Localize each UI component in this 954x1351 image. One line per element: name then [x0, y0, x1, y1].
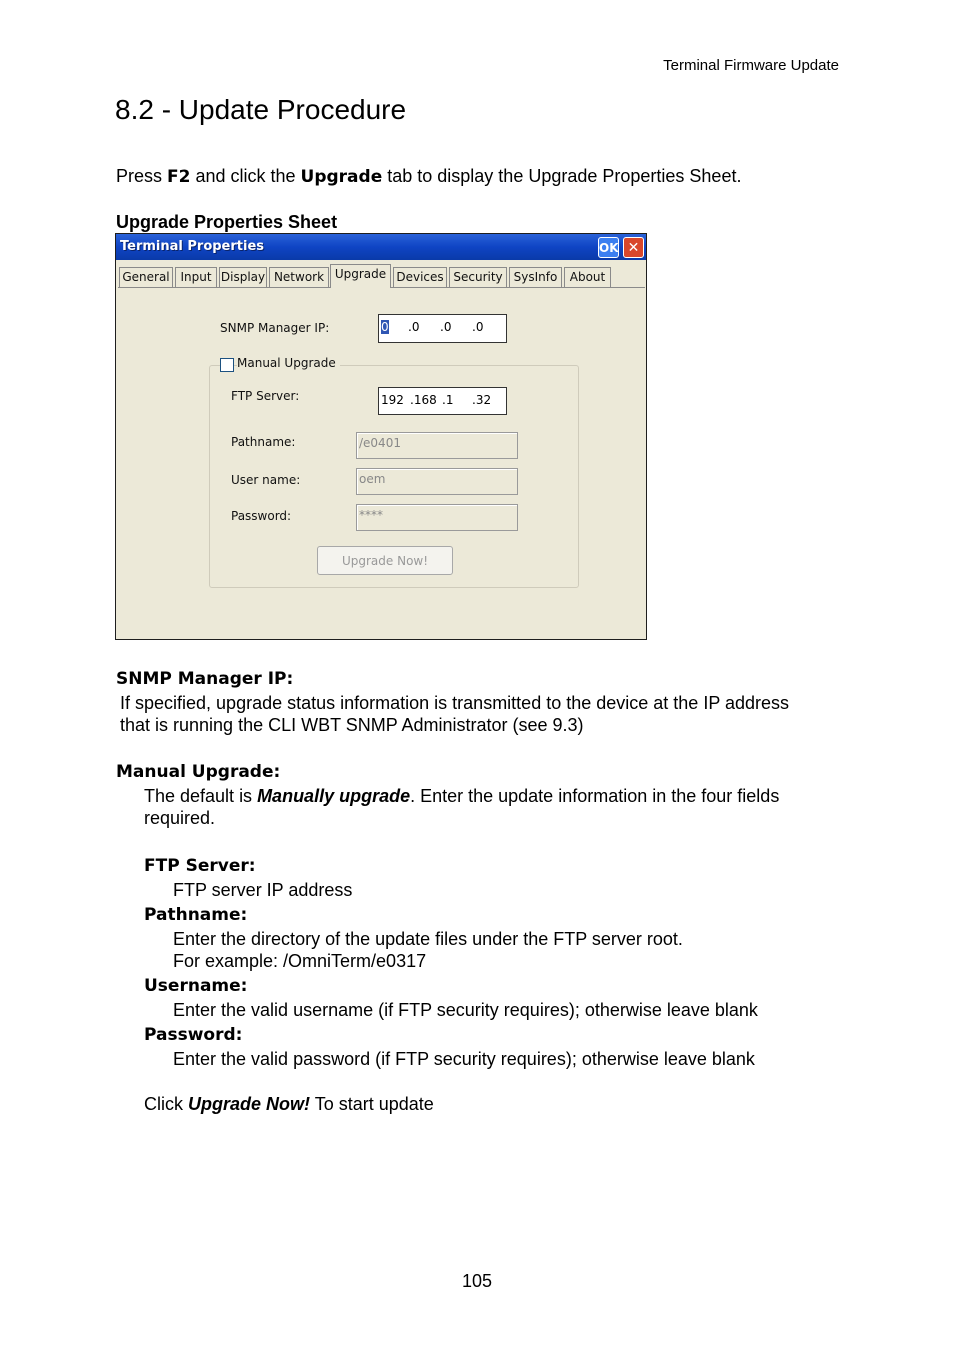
closing-a: Click — [144, 1094, 188, 1114]
tab-security[interactable]: Security — [449, 267, 507, 287]
manual-heading: Manual Upgrade: — [116, 762, 281, 782]
snmp-line-2: that is running the CLI WBT SNMP Administrator (see 9.3) — [120, 715, 584, 735]
closing-c: To start update — [310, 1094, 434, 1114]
dialog-titlebar — [116, 234, 646, 260]
password-desc: Enter the valid password (if FTP security requires); otherwise leave blank — [173, 1049, 755, 1069]
intro-tab: Upgrade — [300, 167, 383, 187]
snmp-ip-input[interactable] — [378, 314, 507, 343]
ok-button[interactable]: OK — [598, 237, 619, 258]
snmp-ip-octet-4: .0 — [472, 320, 484, 334]
closing-b: Upgrade Now! — [188, 1094, 311, 1114]
terminal-properties-dialog — [115, 233, 647, 640]
intro-mid: and click the — [190, 166, 301, 186]
pathname-desc-2: For example: /OmniTerm/e0317 — [173, 951, 427, 971]
running-header: Terminal Firmware Update — [663, 57, 839, 74]
page-number: 105 — [461, 1271, 493, 1291]
ftp-ip-octet-2: .168 — [410, 393, 437, 407]
snmp-ip-octet-2: .0 — [408, 320, 420, 334]
tab-strip — [118, 266, 646, 288]
tab-general[interactable]: General — [119, 267, 173, 287]
tab-about[interactable]: About — [564, 267, 611, 287]
intro-paragraph — [116, 166, 741, 187]
manual-line-1c: . Enter the update information in the four fields — [410, 786, 780, 806]
tab-display[interactable]: Display — [219, 267, 267, 287]
tab-sysinfo[interactable]: SysInfo — [509, 267, 562, 287]
ftp-ip-octet-4: .32 — [472, 393, 492, 407]
tab-upgrade[interactable]: Upgrade — [330, 264, 391, 288]
closing-line — [144, 1093, 434, 1115]
manual-line-2: required. — [144, 808, 216, 828]
ftp-server-input[interactable] — [378, 387, 507, 415]
manual-line-1 — [144, 785, 839, 807]
intro-end: tab to display the Upgrade Properties Sheet. — [382, 166, 742, 186]
manual-line-1b: Manually upgrade — [257, 786, 411, 806]
manual-line-1a: The default is — [144, 786, 258, 806]
manual-upgrade-label: Manual Upgrade — [237, 356, 340, 370]
pathname-heading: Pathname: — [144, 905, 248, 925]
intro-key: F2 — [167, 167, 191, 187]
password-input[interactable]: **** — [356, 504, 518, 531]
ftp-heading: FTP Server: — [144, 856, 256, 876]
ftp-desc: FTP server IP address — [173, 880, 353, 900]
pathname-label: Pathname: — [231, 435, 296, 449]
snmp-ip-octet-1: 0 — [381, 320, 389, 334]
tab-devices[interactable]: Devices — [393, 267, 447, 287]
pathname-input[interactable]: /e0401 — [356, 432, 518, 459]
close-button[interactable]: ✕ — [623, 237, 644, 258]
password-label: Password: — [231, 509, 292, 523]
snmp-heading: SNMP Manager IP: — [116, 669, 294, 689]
upgrade-now-button[interactable]: Upgrade Now! — [317, 546, 453, 575]
ftp-ip-octet-1: 192 — [381, 393, 404, 407]
dialog-title: Terminal Properties — [120, 239, 265, 254]
tab-network[interactable]: Network — [269, 267, 329, 287]
snmp-line-1: If specified, upgrade status information is transmitted to the device at the IP address — [120, 693, 790, 713]
pathname-desc-1: Enter the directory of the update files under the FTP server root. — [173, 929, 683, 949]
snmp-ip-label: SNMP Manager IP: — [220, 321, 330, 335]
ftp-ip-octet-3: .1 — [442, 393, 454, 407]
password-heading: Password: — [144, 1025, 243, 1045]
section-title: 8.2 - Update Procedure — [115, 94, 407, 125]
ftp-server-label: FTP Server: — [231, 389, 300, 403]
username-label: User name: — [231, 473, 301, 487]
intro-press: Press — [116, 166, 168, 186]
manual-upgrade-checkbox[interactable] — [220, 358, 234, 372]
snmp-ip-octet-3: .0 — [440, 320, 452, 334]
username-input[interactable]: oem — [356, 468, 518, 495]
username-desc: Enter the valid username (if FTP security requires); otherwise leave blank — [173, 1000, 758, 1020]
figure-caption: Upgrade Properties Sheet — [116, 212, 338, 232]
tab-input[interactable]: Input — [175, 267, 217, 287]
username-heading: Username: — [144, 976, 248, 996]
